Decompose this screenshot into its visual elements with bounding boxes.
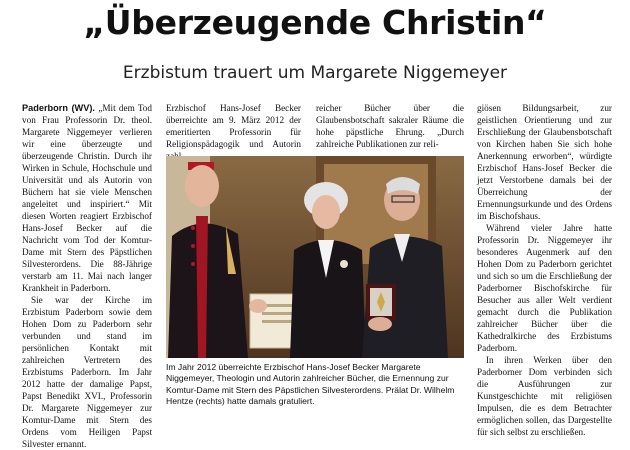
article-column-4 [477,102,612,438]
headline: „Überzeugende Christin“ [83,3,547,42]
paragraph: reicher Bücher über die Glaubensbotschaft sakraler Räume die hohe päpstliche Ehrung. „Durch zahlreiche Publikationen zur reli- [316,103,464,149]
ceremony-photo [166,156,464,358]
paragraph: Sie war der Kirche im Erzbistum Paderborn sowie dem Hohen Dom zu Paderborn sehr verbunden und stand im persönlichen Kontakt mit zahlreichen Vertretern des Erzbistums Paderborn. Im Jahr 2012 hatte der damalige Papst, Papst Benedikt XVI., Professorin Dr. Margarete Niggemeyer zur Komtur-Dame mit Stern des Ordens vom Heiligen Papst Silvester ernannt. [22,295,152,449]
paragraph: In ihren Werken über den Paderborner Dom verbinden sich die Ausführungen zur Kunstgeschichte mit religiösen Impulsen, die es dem Betrachter ermöglichen sollen, das Dargestellte für sich selbst zu erschließen. [477,355,612,437]
paragraph-text: „Mit dem Tod von Frau Professorin Dr. theol. Margarete Niggemeyer verlieren wir eine überzeugte und überzeugende Christin. Durch ihr Wirken in Schule, Hochschule und Universität und als Autorin von Büchern hat sie viele Menschen angeleitet und inspiriert.“ Mit diesen Worten reagiert Erzbischof Hans-Josef Becker auf die Nachricht vom Tod der Komtur-Dame mit Stern des Päpstlichen Silvesterordens. Die 88-Jährige verstarb am 11. Mai nach langer Krankheit in Paderborn. [22,103,152,293]
paragraph: giösen Bildungsarbeit, zur geistlichen Orientierung und zur Erschließung der Glaubensbotschaft von Kirchen haben Sie sich hohe Anerkennung erworben“, würdigte Erzbischof Hans-Josef Becker die jetzt Verstorbene damals bei der Überreichung der Ernennungsurkunde und des Ordens im Bischofshaus. [477,103,612,221]
paragraph [22,102,152,294]
article-column-2 [166,102,301,162]
ceremony-photo-illustration [166,156,464,358]
dateline: Paderborn (WV). [22,103,95,113]
article-column-3 [316,102,464,150]
subheadline: Erzbistum trauert um Margarete Niggemeyer [122,63,508,83]
paragraph: Erzbischof Hans-Josef Becker überreichte am 9. März 2012 der emeritierten Professorin für Religionspädagogik und Autorin [166,103,301,149]
article-column-1 [22,102,152,450]
photo-caption: Im Jahr 2012 überreichte Erzbischof Hans-Josef Becker Margarete Niggemeyer, Theologin und Autorin zahlreicher Bücher, die Ernennung zur Komtur-Dame mit Stern des Päpstlichen Silvesterordens. Prälat Dr. Wilhelm Hentze (rechts) hatte damals gratuliert. [166,362,455,407]
paragraph: Während vieler Jahre hatte Professorin Dr. Niggemeyer ihr besonderes Augenmerk auf den Hohen Dom zu Paderborn gerichtet und sich so um die Erschließung der Paderborner Bischofskirche für Besucher aus aller Welt verdient gemacht durch die Publikation zahlreicher Bücher über die Kathedralkirche des Erzbistums Paderborn. [477,223,612,353]
